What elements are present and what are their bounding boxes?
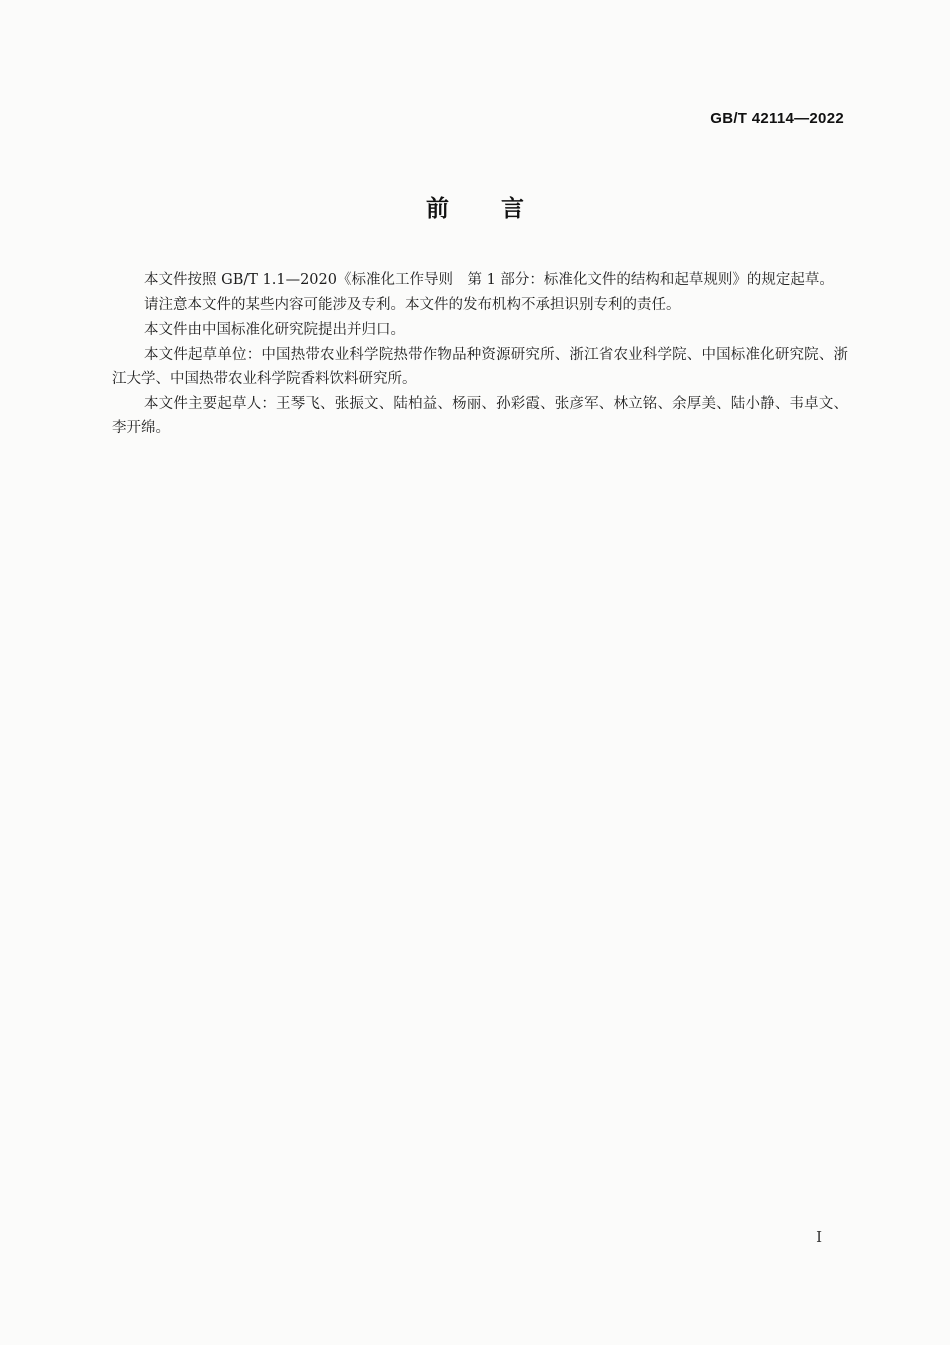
title-char-2: 言 (501, 196, 524, 222)
paragraph-patent-notice: 请注意本文件的某些内容可能涉及专利。本文件的发布机构不承担识别专利的责任。 (144, 297, 681, 313)
foreword-body (112, 268, 848, 441)
title-char-1: 前 (426, 196, 449, 222)
paragraph-drafting-rules: 本文件按照 GB/T 1.1—2020《标准化工作导则 第 1 部分：标准化文件的结构和起草规则》的规定起草。 (144, 272, 834, 288)
page-title (0, 190, 950, 223)
paragraph-drafting-units: 本文件起草单位：中国热带农业科学院热带作物品种资源研究所、浙江省农业科学院、中国标准化研究院、浙江大学、中国热带农业科学院香料饮料研究所。 (112, 347, 848, 387)
page-number: I (816, 1228, 822, 1246)
paragraph-drafters: 本文件主要起草人：王琴飞、张振文、陆柏益、杨丽、孙彩霞、张彦军、林立铭、余厚美、陆小静、韦卓文、李开绵。 (112, 396, 848, 436)
standard-code: GB/T 42114—2022 (710, 110, 844, 127)
paragraph-proposer: 本文件由中国标准化研究院提出并归口。 (144, 322, 405, 338)
